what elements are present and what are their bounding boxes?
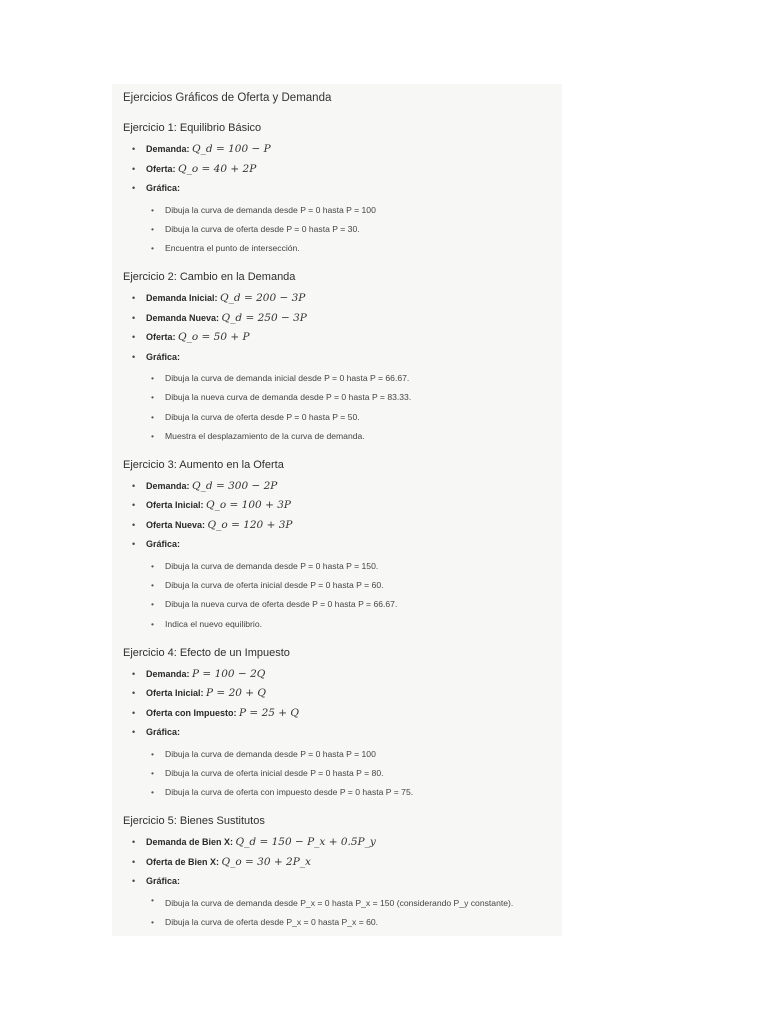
sub-list-item: • Dibuja la curva de oferta inicial desde P = 0 hasta P = 80.: [150, 764, 562, 783]
equation: P = 100 − 2Q: [192, 667, 266, 680]
equation: Q_o = 30 + 2P_x: [221, 855, 311, 868]
sub-list: [146, 743, 562, 806]
exercise-2: [123, 271, 562, 449]
item-label: Gráfica:: [146, 876, 181, 887]
document-content: [112, 84, 562, 935]
item-label: Gráfica:: [146, 351, 181, 362]
sub-list-item: • Muestra el desplazamiento de la curva de demanda.: [150, 427, 562, 446]
sub-list-item: • Dibuja la curva de oferta con impuesto desde P = 0 hasta P = 75.: [150, 783, 562, 802]
list-item: [131, 516, 562, 536]
list-item: [131, 140, 562, 160]
item-label: Demanda:: [146, 668, 190, 679]
exercise-3: [123, 459, 562, 637]
exercise-items: [123, 665, 562, 806]
item-label: Demanda:: [146, 144, 190, 154]
exercise-title: Ejercicio 2: Cambio en la Demanda: [123, 271, 296, 284]
list-item: [131, 477, 562, 497]
exercise-items: [123, 289, 562, 449]
list-item: [131, 833, 562, 853]
item-label: Demanda Inicial:: [146, 293, 218, 304]
sub-list-item: • Dibuja la nueva curva de oferta desde P = 0 hasta P = 66.67.: [150, 595, 562, 614]
exercise-4: [123, 647, 562, 806]
list-item: [131, 535, 562, 636]
item-label: Demanda Nueva:: [146, 312, 220, 323]
equation: Q_o = 120 + 3P: [207, 518, 293, 531]
exercise-5: [123, 815, 562, 935]
list-item: [131, 289, 562, 309]
item-label: Demanda de Bien X:: [146, 837, 234, 848]
list-item: [131, 853, 562, 873]
document-page: [112, 84, 562, 936]
sub-list: [146, 555, 562, 637]
item-label: Oferta:: [146, 163, 176, 174]
item-label: Oferta de Bien X:: [146, 856, 220, 867]
equation: Q_o = 40 + 2P: [178, 162, 257, 175]
item-label: Oferta Inicial:: [146, 688, 204, 699]
sub-list-item: • Encuentra el punto de intersección.: [150, 239, 562, 258]
item-label: Oferta Inicial:: [146, 500, 204, 511]
item-label: Oferta con Impuesto:: [146, 707, 237, 718]
list-item: [131, 665, 562, 685]
sub-list-item: • Dibuja la curva de demanda desde P = 0 hasta P = 100: [150, 201, 562, 220]
sub-list: [146, 892, 562, 935]
sub-list-item: • Dibuja la curva de oferta desde P = 0 hasta P = 50.: [150, 408, 562, 427]
sub-list-item: • Indica el nuevo equilibrio.: [150, 615, 562, 634]
item-label: Oferta:: [146, 332, 176, 343]
sub-list-item: • Dibuja la curva de oferta desde P = 0 hasta P = 30.: [150, 220, 562, 239]
item-label: Gráfica:: [146, 183, 181, 193]
item-label: Oferta Nueva:: [146, 519, 206, 530]
sub-list: [146, 367, 562, 449]
item-label: Gráfica:: [146, 727, 181, 738]
list-item: [131, 704, 562, 724]
sub-list-item: • Dibuja la curva de demanda desde P = 0 hasta P = 150.: [150, 557, 562, 576]
exercise-1: [123, 122, 562, 261]
equation: P = 20 + Q: [206, 687, 267, 700]
exercise-title: Ejercicio 1: Equilibrio Básico: [123, 122, 262, 134]
sub-list-item: • Dibuja la curva de oferta desde P_x = 0 hasta P_x = 60.: [150, 913, 562, 932]
exercise-items: [123, 833, 562, 935]
equation: Q_d = 250 − 3P: [221, 311, 307, 324]
equation: Q_d = 300 − 2P: [192, 479, 278, 492]
list-item: [131, 309, 562, 329]
list-item: [131, 179, 562, 261]
exercise-items: [123, 477, 562, 637]
equation: Q_o = 50 + P: [178, 331, 250, 344]
exercise-title: Ejercicio 5: Bienes Sustitutos: [123, 815, 265, 828]
list-item: [131, 328, 562, 348]
sub-list-item: • Dibuja la curva de oferta inicial desde P = 0 hasta P = 60.: [150, 576, 562, 595]
sub-list-item: • Dibuja la nueva curva de demanda desde P = 0 hasta P = 83.33.: [150, 388, 562, 407]
list-item: [131, 684, 562, 704]
list-item: [131, 160, 562, 180]
exercise-title: Ejercicio 4: Efecto de un Impuesto: [123, 646, 290, 659]
sub-list-item: • Dibuja la curva de demanda desde P = 0 hasta P = 100: [150, 745, 562, 764]
list-item: [131, 872, 562, 935]
exercise-title: Ejercicio 3: Aumento en la Oferta: [123, 458, 284, 471]
equation: Q_d = 150 − P_x + 0.5P_y: [235, 836, 376, 849]
exercise-items: [123, 140, 562, 261]
item-label: Demanda:: [146, 480, 190, 491]
equation: Q_d = 100 − P: [192, 143, 271, 155]
equation: Q_d = 200 − 3P: [220, 292, 306, 305]
document-title: Ejercicios Gráficos de Oferta y Demanda: [123, 92, 332, 104]
sub-list: [146, 199, 562, 262]
item-label: Gráfica:: [146, 539, 181, 550]
sub-list-item: • Dibuja la curva de demanda desde P_x = 0 hasta P_x = 150 (considerando P_y constante).: [150, 894, 562, 913]
equation: Q_o = 100 + 3P: [206, 499, 291, 512]
list-item: [131, 496, 562, 516]
list-item: [131, 348, 562, 449]
sub-list-item: • Dibuja la curva de demanda inicial desde P = 0 hasta P = 66.67.: [150, 369, 562, 388]
equation: P = 25 + Q: [239, 706, 300, 719]
list-item: [131, 723, 562, 805]
